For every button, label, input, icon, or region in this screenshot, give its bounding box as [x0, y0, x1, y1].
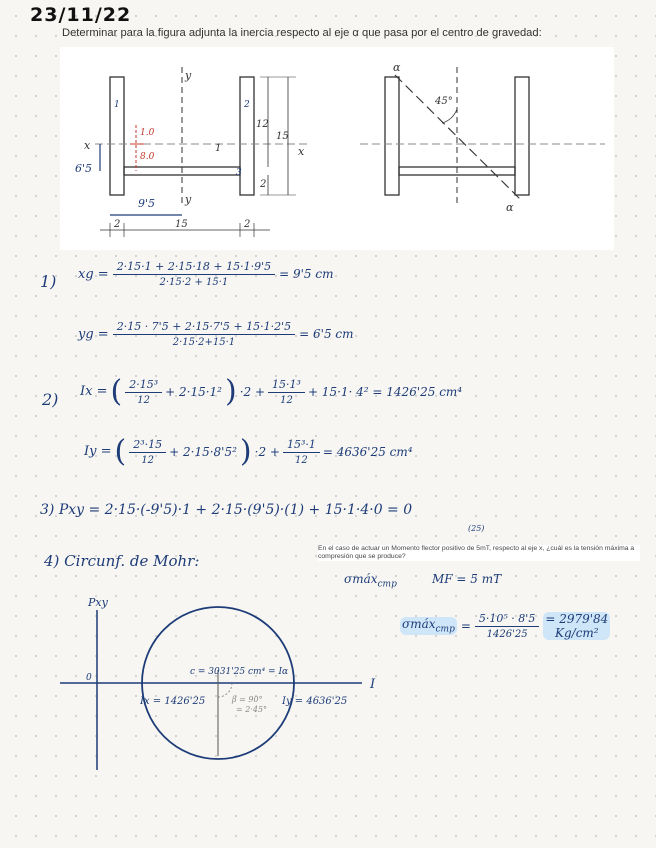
- ix-term-d-num: 15·1³: [268, 378, 305, 393]
- cross-section-diagram: [60, 47, 614, 250]
- label-iy: Iy = 4636'25: [282, 696, 348, 707]
- red-dim-10: 1.0: [140, 128, 155, 138]
- iy-term-a-den: 12: [141, 454, 155, 466]
- ix-result: + 15·1· 4² = 1426'25 cm⁴: [307, 384, 463, 399]
- sigma-sub-2: cmp: [435, 624, 455, 635]
- ix-term-b: + 2·15·1²: [165, 384, 222, 399]
- iy-term-d-den: 12: [295, 454, 308, 466]
- label-ix: Ix = 1426'25: [140, 696, 206, 707]
- label-x-left: x: [84, 139, 91, 152]
- ix-equation: Ix = ( $\frac{\text{2·15³}}{12}$ + 2·15·1² ) ·2 + $\frac{\text{15·1³}}{12}$ + 15·1· 4² = 1426'25 cm⁴: [80, 374, 463, 409]
- ix-term-a-den: 12: [137, 394, 151, 406]
- task-statement: Determinar para la figura adjunta la inercia respecto al eje α que pasa por el centro de gravedad:: [62, 27, 542, 39]
- xg-lhs: xg =: [78, 266, 109, 282]
- yg-numerator: 2·15 · 7'5 + 2·15·7'5 + 15·1·2'5: [113, 320, 295, 335]
- sigma-equation: σmáx$_{cmp}$ = $\frac{\text{5·10⁵ · 8'5}}{1426'25}$ = 2979'84 Kg/cm²: [402, 612, 609, 640]
- iy-term-c: ·2 +: [254, 444, 280, 459]
- sigma-label: [344, 572, 397, 589]
- label-center: c = 3031'25 cm⁴ = Iα: [190, 667, 289, 677]
- xg-equation: [78, 260, 333, 288]
- yg-lhs: yg =: [78, 326, 109, 342]
- xg-numerator: 2·15·1 + 2·15·18 + 15·1·9'5: [113, 260, 275, 275]
- sigma-lhs: σmáx: [344, 572, 378, 586]
- label-part-3: 3: [236, 168, 242, 178]
- yg-denominator: 2·15·2+15·1: [172, 337, 236, 348]
- sigma-unit: Kg/cm²: [555, 626, 599, 640]
- ix-term-d-den: 12: [280, 394, 293, 406]
- yg-result: = 6'5 cm: [299, 327, 354, 341]
- ix-term-a-num: 2·15³: [125, 378, 162, 393]
- mohr-circle-diagram: [0, 590, 656, 780]
- blue-dim-95: 9'5: [138, 197, 156, 210]
- question-note: En el caso de actuar un Momento flector positivo de 5mT, respecto al eje x, ¿cuál es la tensión máxima a compresión que se produce?: [318, 545, 640, 561]
- flange-1-shape: [110, 77, 124, 195]
- dim-2: 2: [260, 179, 267, 190]
- iy-term-d-num: 15³·1: [283, 438, 320, 453]
- sigma-result: = 2979'84: [545, 612, 609, 626]
- page-date: 23/11/22: [30, 4, 132, 26]
- label-part-2: 2: [244, 100, 250, 110]
- ix-lhs: Ix =: [80, 384, 108, 399]
- iy-term-a-num: 2³·15: [129, 438, 166, 453]
- iy-term-b: + 2·15·8'5²: [169, 444, 237, 459]
- sigma-numerator: 5·10⁵ · 8'5: [475, 612, 539, 627]
- label-part-1: 1: [114, 100, 120, 110]
- mf-value: MF = 5 mT: [432, 572, 502, 586]
- step-4-title: 4) Circunf. de Mohr:: [44, 552, 200, 570]
- ix-term-c: ·2 +: [239, 384, 266, 399]
- blue-dim-65: 6'5: [75, 162, 93, 175]
- yg-equation: [78, 320, 354, 348]
- red-dim-80: 8.0: [140, 152, 155, 162]
- dim-bottom-2-left: 2: [114, 219, 121, 230]
- step-3-mark: (25): [468, 524, 485, 533]
- label-i-axis: I: [370, 677, 376, 692]
- iy-result: = 4636'25 cm⁴: [322, 444, 413, 459]
- sigma-denominator: 1426'25: [486, 629, 528, 640]
- dim-12: 12: [256, 119, 269, 130]
- step-3-pxy: 3) Pxy = 2·15·(-9'5)·1 + 2·15·(9'5)·(1) + 15·1·4·0 = 0: [40, 502, 413, 518]
- label-y-bottom: y: [185, 193, 192, 206]
- angle-45: 45°: [435, 96, 453, 107]
- sigma-lhs-2: σmáx: [402, 617, 436, 632]
- dim-15: 15: [276, 131, 289, 142]
- label-x-right: x: [298, 145, 305, 158]
- flange-2-shape: [240, 77, 254, 195]
- dim-1: 1: [215, 143, 222, 154]
- label-beta: β = 90°: [232, 695, 263, 704]
- step-2-number: 2): [42, 390, 59, 409]
- step-1-number: 1): [40, 272, 57, 291]
- xg-denominator: 2·15·2 + 15·1: [159, 277, 229, 288]
- iy-equation: Iy = ( $\frac{\text{2³·15}}{12}$ + 2·15·8'5² ) ·2 + $\frac{\text{15³·1}}{12}$ = 4636'25 cm⁴: [84, 434, 413, 469]
- xg-result: = 9'5 cm: [279, 267, 334, 281]
- problem-figure: [60, 47, 614, 250]
- label-beta-2: = 2·45°: [236, 705, 268, 714]
- label-pxy: Pxy: [88, 596, 108, 609]
- dim-bottom-2-right: 2: [244, 219, 251, 230]
- iy-lhs: Iy =: [84, 444, 112, 459]
- label-y-top: y: [185, 69, 192, 82]
- dim-bottom-15: 15: [175, 219, 188, 230]
- label-alpha-bottom: α: [506, 201, 514, 214]
- label-alpha-top: α: [393, 61, 401, 74]
- sigma-sub: cmp: [377, 579, 397, 590]
- label-origin: 0: [86, 673, 92, 683]
